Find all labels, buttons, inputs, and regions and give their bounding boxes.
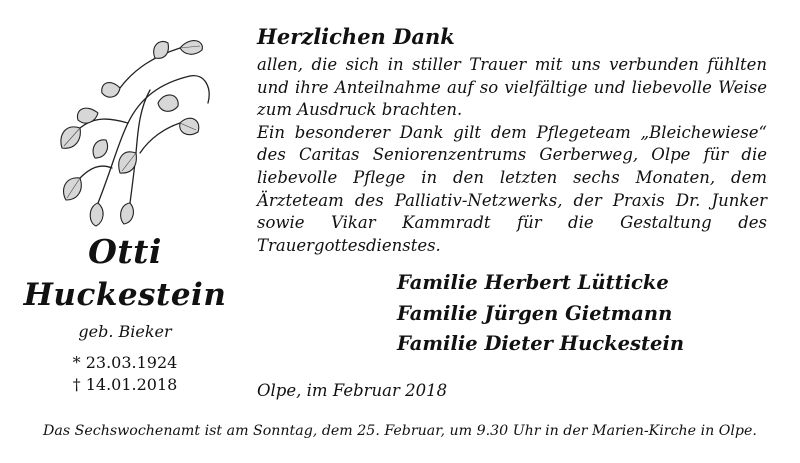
birch-branch-icon: [40, 28, 210, 228]
service-notice: Das Sechswochenamt ist am Sonntag, dem 25. Februar, um 9.30 Uhr in der Marien-Kirche in Olpe.: [43, 423, 757, 439]
thanks-paragraph-1: allen, die sich in stiller Trauer mit uns verbunden fühlten und ihre Anteilnahme auf so vielfältige und liebevolle Weise zum Ausdruck brachten.: [257, 55, 767, 120]
family-signatures: [397, 268, 684, 360]
thanks-paragraph-2: Ein besonderer Dank gilt dem Pflegeteam „Bleichewiese“ des Caritas Seniorenzentrums Gerberweg, Olpe für die liebevolle Pflege in den letzten sechs Monaten, dem Ärzteteam des Palliativ-Netzwerks, der Praxis Dr. Junker sowie Vikar Kammradt für die Gestaltung des Trauergottesdienstes.: [257, 122, 767, 255]
thanks-heading: Herzlichen Dank: [257, 24, 455, 49]
birth-date: * 23.03.1924: [72, 353, 178, 372]
born-name: geb. Bieker: [78, 322, 172, 341]
deceased-last-name: Huckestein: [23, 277, 227, 313]
death-date: † 14.01.2018: [72, 375, 178, 394]
thanks-body: [257, 54, 767, 257]
deceased-first-name: Otti: [88, 232, 162, 271]
family-line: Familie Dieter Huckestein: [397, 332, 685, 355]
place-date: Olpe, im Februar 2018: [257, 381, 448, 400]
life-dates: [30, 352, 220, 396]
family-line: Familie Herbert Lütticke: [397, 271, 669, 294]
family-line: Familie Jürgen Gietmann: [397, 301, 673, 325]
